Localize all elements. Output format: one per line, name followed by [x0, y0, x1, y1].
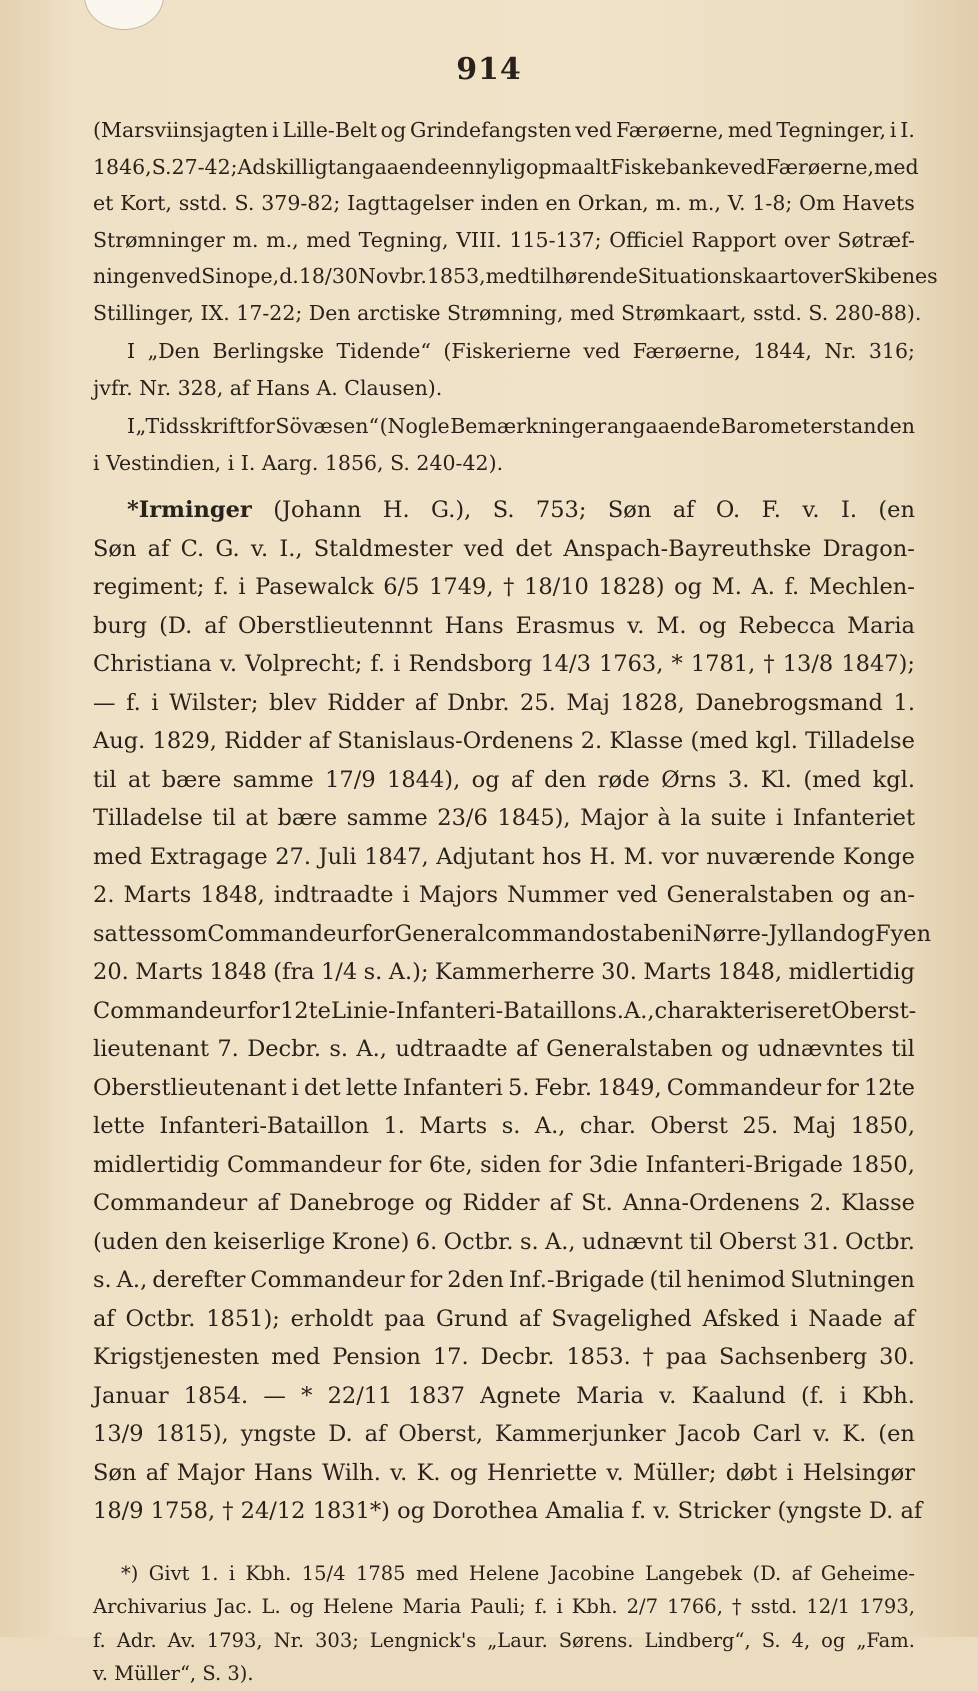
text-line: Tilladelse til at bære samme 23/6 1845), Major à la suite i Infanteriet [93, 805, 915, 831]
text-line: Aug. 1829, Ridder af Stanislaus-Ordenens 2. Klasse (med kgl. Tilladelse [93, 728, 915, 754]
text-line: regiment; f. i Pasewalck 6/5 1749, † 18/10 1828) og M. A. f. Mechlen- [93, 574, 915, 600]
text-line: af Octbr. 1851); erholdt paa Grund af Svagelighed Afsked i Naade af [93, 1305, 915, 1332]
text-line: I „Den Berlingske Tidende“ (Fiskerierne ved Færøerne, 1844, Nr. 316; [127, 339, 915, 363]
text-line: jvfr. Nr. 328, af Hans A. Clausen). [93, 375, 443, 400]
text-line: Stillinger, IX. 17-22; Den arctiske Strømning, med Strømkaart, sstd. S. 280-88). [93, 300, 922, 325]
text-line: (Marsviinsjagten i Lille-Belt og Grindefangsten ved Færøerne, med Tegninger, i I. [93, 118, 915, 142]
text-line: Strømninger m. m., med Tegning, VIII. 115-137; Officiel Rapport over Søtræf- [93, 227, 915, 252]
text-line: s. A., derefter Commandeur for 2den Inf.-Brigade (til henimod Slutningen [93, 1267, 915, 1293]
text-line: 2. Marts 1848, indtraadte i Majors Nummer ved Generalstaben og an- [93, 882, 915, 908]
text-line: lieutenant 7. Decbr. s. A., udtraadte af Generalstaben og udnævntes til [93, 1036, 915, 1062]
text-line: 13/9 1815), yngste D. af Oberst, Kammerjunker Jacob Carl v. K. (en [93, 1421, 915, 1447]
paragraph-irminger-entry [93, 491, 932, 1531]
text-line: til at bære samme 17/9 1844), og af den røde Ørns 3. Kl. (med kgl. [93, 766, 915, 793]
paragraph-berlingske [93, 333, 915, 406]
text-line: (uden den keiserlige Krone) 6. Octbr. s. A., udnævnt til Oberst 31. Octbr. [93, 1228, 915, 1255]
text-line: I „Tidsskrift for Sövæsen“ (Nogle Bemærkninger angaaende Barometerstanden [127, 414, 915, 438]
footnote-line: f. Adr. Av. 1793, Nr. 303; Lengnick's „Laur. Sørens. Lindberg“, S. 4, og „Fam. [93, 1628, 915, 1652]
footnote-line: v. Müller“, S. 3). [93, 1662, 254, 1685]
body-text [93, 112, 938, 1691]
text-line: Oberstlieutenant i det lette Infanteri 5. Febr. 1849, Commandeur for 12te [93, 1074, 915, 1101]
text-line: Søn af C. G. v. I., Staldmester ved det Anspach-Bayreuthske Dragon- [93, 535, 915, 562]
text-line: lette Infanteri-Bataillon 1. Marts s. A., char. Oberst 25. Maj 1850, [93, 1113, 915, 1139]
corner-tab [84, 0, 164, 30]
text-line: burg (D. af Oberstlieutennnt Hans Erasmus v. M. og Rebecca Maria [93, 612, 915, 639]
text-line: i Vestindien, i I. Aarg. 1856, S. 240-42). [93, 450, 504, 475]
footnote-line: *) Givt 1. i Kbh. 15/4 1785 med Helene Jacobine Langebek (D. af Geheime- [121, 1561, 915, 1585]
text-line: 1846, S. 27-42; Adskilligt angaaende en nylig opmaalt Fiskebanke ved Færøerne, med [93, 154, 919, 179]
text-line: Commandeur for 12te Linie-Infanteri-Bataillon s. A., charakteriseret Oberst- [93, 997, 917, 1024]
paragraph-references [93, 112, 938, 331]
footnote-line: Archivarius Jac. L. og Helene Maria Pauli; f. i Kbh. 2/7 1766, † sstd. 12/1 1793, [93, 1595, 915, 1618]
text-line: med Extragage 27. Juli 1847, Adjutant hos H. M. vor nuværende Konge [93, 843, 915, 870]
text-line: Christiana v. Volprecht; f. i Rendsborg 14/3 1763, * 1781, † 13/8 1847); [93, 651, 915, 677]
text-line: sattes som Commandeur for Generalcommandostaben i Nørre-Jylland og Fyen [93, 920, 932, 947]
text-line: Commandeur af Danebroge og Ridder af St. Anna-Ordenens 2. Klasse [93, 1190, 915, 1216]
text-line: ningen ved Sinope, d. 18/30 Novbr. 1853, med tilhørende Situationskaart over Skibenes [93, 264, 938, 288]
paragraph-tidsskrift [93, 408, 915, 481]
text-line: Krigstjenesten med Pension 17. Decbr. 1853. † paa Sachsenberg 30. [93, 1344, 915, 1370]
footnotes [93, 1557, 915, 1691]
text-line: 18/9 1758, † 24/12 1831*) og Dorothea Amalia f. v. Stricker (yngste D. af [93, 1498, 923, 1524]
page-number: 914 [456, 52, 522, 87]
text-line: et Kort, sstd. S. 379-82; Iagttagelser inden en Orkan, m. m., V. 1-8; Om Havets [93, 191, 915, 215]
text-line: — f. i Wilster; blev Ridder af Dnbr. 25. Maj 1828, Danebrogsmand 1. [93, 689, 915, 716]
text-line: 20. Marts 1848 (fra 1/4 s. A.); Kammerherre 30. Marts 1848, midlertidig [93, 959, 915, 985]
text-line: Søn af Major Hans Wilh. v. K. og Henriette v. Müller; døbt i Helsingør [93, 1459, 915, 1486]
text-line: midlertidig Commandeur for 6te, siden for 3die Infanteri-Brigade 1850, [93, 1151, 915, 1178]
text-line: *Irminger (Johann H. G.), S. 753; Søn af O. F. v. I. (en [127, 497, 915, 523]
text-line: Januar 1854. — * 22/11 1837 Agnete Maria v. Kaalund (f. i Kbh. [93, 1382, 915, 1409]
